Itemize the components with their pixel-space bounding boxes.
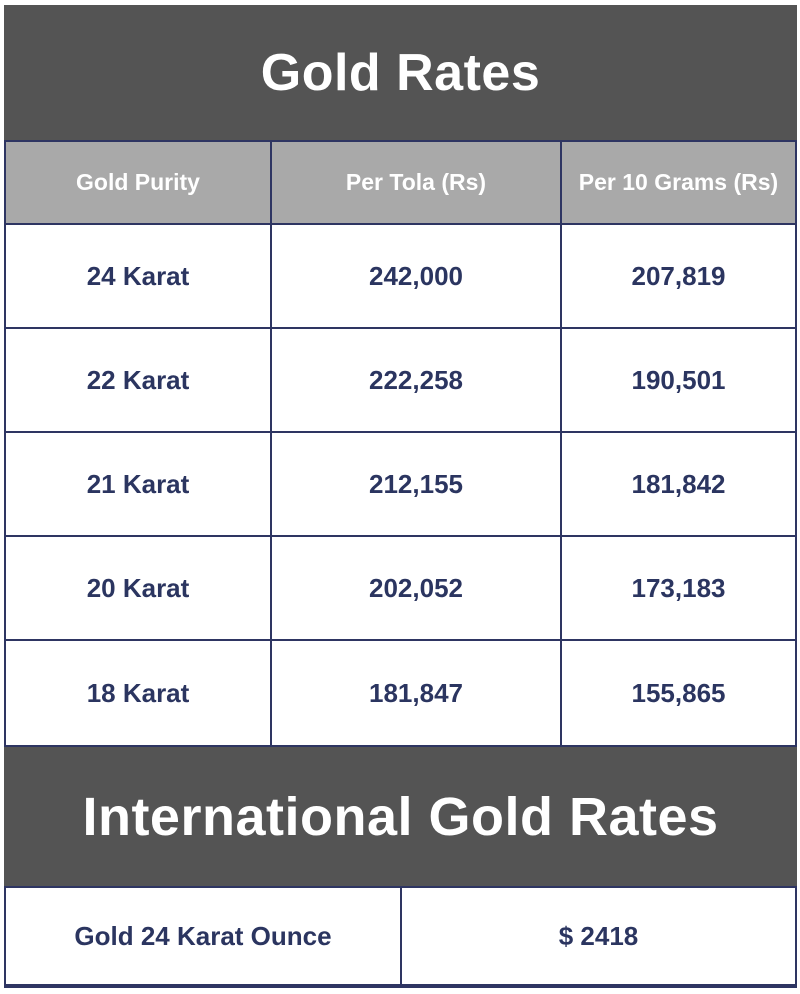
per-tola-cell: 181,847	[272, 641, 562, 745]
purity-cell: 20 Karat	[6, 537, 272, 641]
page-title: Gold Rates	[260, 43, 541, 102]
table-row-international-ounce	[6, 888, 795, 984]
per-10-grams-cell: 190,501	[562, 329, 795, 433]
column-header-per-tola: Per Tola (Rs)	[272, 142, 562, 225]
per-tola-cell: 242,000	[272, 225, 562, 329]
purity-cell: 18 Karat	[6, 641, 272, 745]
gold-rates-table	[4, 140, 797, 747]
column-header-per-10-grams: Per 10 Grams (Rs)	[562, 142, 795, 225]
ounce-label-cell: Gold 24 Karat Ounce	[6, 888, 402, 984]
international-gold-rates-table	[4, 886, 797, 988]
international-gold-rates-banner	[4, 747, 797, 886]
international-section-title: International Gold Rates	[82, 786, 719, 847]
table-header-row	[6, 142, 795, 225]
ounce-price-cell: $ 2418	[402, 888, 795, 984]
per-10-grams-cell: 173,183	[562, 537, 795, 641]
purity-cell: 24 Karat	[6, 225, 272, 329]
per-10-grams-cell: 155,865	[562, 641, 795, 745]
table-row-18-karat	[6, 641, 795, 745]
table-row-22-karat	[6, 329, 795, 433]
table-row-20-karat	[6, 537, 795, 641]
table-row-24-karat	[6, 225, 795, 329]
table-row-21-karat	[6, 433, 795, 537]
per-10-grams-cell: 207,819	[562, 225, 795, 329]
column-header-gold-purity: Gold Purity	[6, 142, 272, 225]
per-10-grams-cell: 181,842	[562, 433, 795, 537]
per-tola-cell: 202,052	[272, 537, 562, 641]
purity-cell: 22 Karat	[6, 329, 272, 433]
purity-cell: 21 Karat	[6, 433, 272, 537]
per-tola-cell: 222,258	[272, 329, 562, 433]
per-tola-cell: 212,155	[272, 433, 562, 537]
gold-rates-banner	[4, 5, 797, 140]
